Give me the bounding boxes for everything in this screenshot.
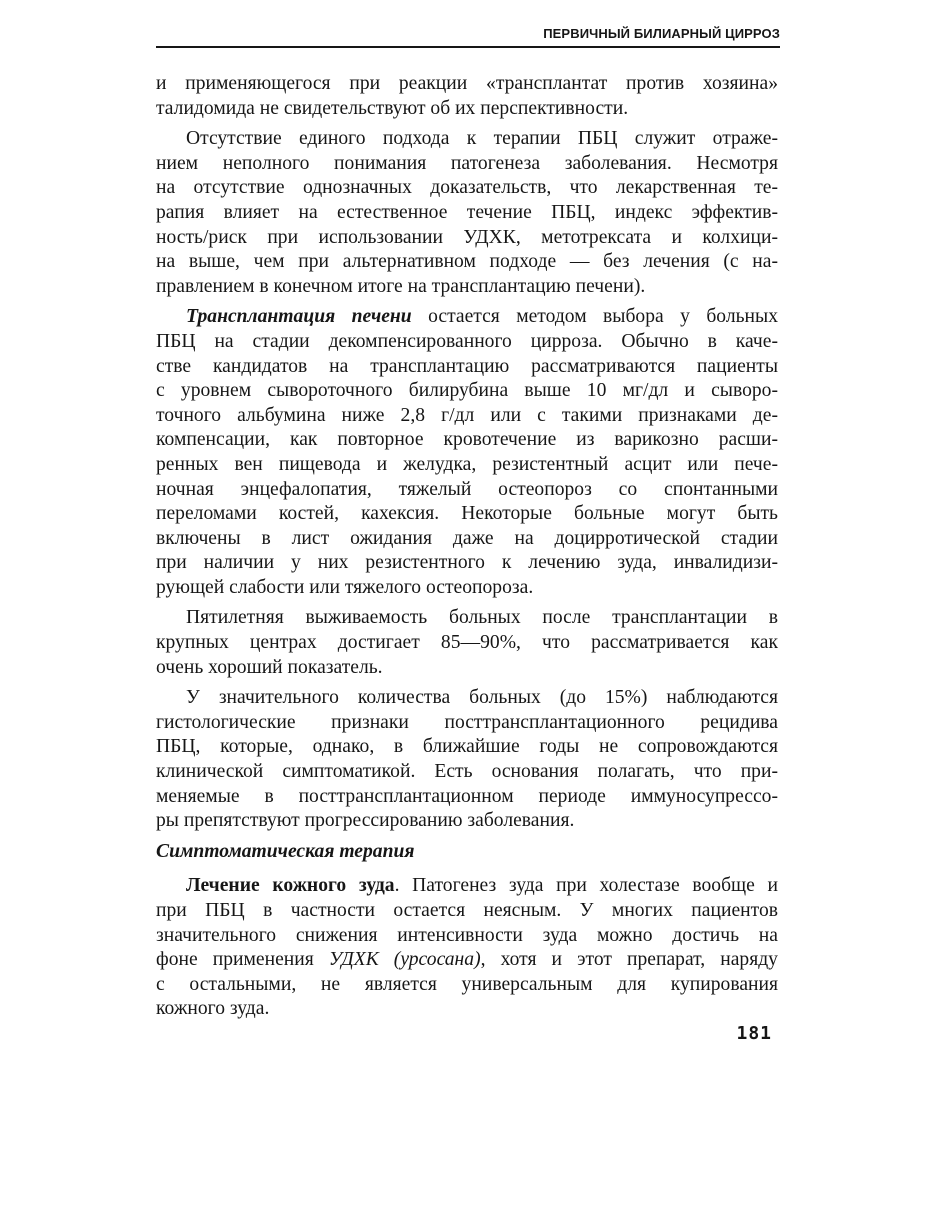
text-line: рапия влияет на естественное течение ПБЦ, индекс эффектив-: [156, 201, 778, 223]
text-line: рующей слабости или тяжелого остеопороза.: [156, 576, 534, 598]
text-line: нием неполного понимания патогенеза заболевания. Несмотря: [156, 152, 778, 174]
text-line: ПБЦ на стадии декомпенсированного цирроза. Обычно в каче-: [156, 330, 778, 352]
paragraph-1: [156, 72, 778, 121]
text-line: [156, 305, 778, 330]
text-line: правлением в конечном итоге на трансплантацию печени).: [156, 275, 646, 297]
text-line: талидомида не свидетельствуют об их перспективности.: [156, 97, 629, 119]
text-line: на отсутствие однозначных доказательств, что лекарственная те-: [156, 177, 778, 199]
text-run: , хотя и этот препарат, наряду: [480, 949, 778, 971]
text-line: крупных центрах достигает 85—90%, что рассматривается как: [156, 632, 778, 654]
text-line: компенсации, как повторное кровотечение из варикозно расши-: [156, 429, 778, 451]
text-line: гистологические признаки посттрансплантационного рецидива: [156, 711, 778, 733]
text-line: с остальными, не является универсальным для купирования: [156, 973, 778, 995]
text-line: значительного снижения интенсивности зуда можно достичь на: [156, 924, 778, 946]
running-header: ПЕРВИЧНЫЙ БИЛИАРНЫЙ ЦИРРОЗ: [543, 26, 780, 41]
paragraph-3: [156, 305, 778, 600]
paragraph-6: [156, 874, 778, 1022]
text-run: . Патогенез зуда при холестазе вообще и: [394, 875, 778, 897]
text-line: при наличии у них резистентного к лечению зуда, инвалидизи-: [156, 552, 778, 574]
header-rule: [156, 46, 780, 48]
body-text: [156, 72, 778, 1028]
text-line: Пятилетняя выживаемость больных после трансплантации в: [186, 607, 778, 629]
text-line: ночная энцефалопатия, тяжелый остеопороз со спонтанными: [156, 478, 778, 500]
text-line: точного альбумина ниже 2,8 г/дл или с такими признаками де-: [156, 404, 778, 426]
text-line: включены в лист ожидания даже на доцирротической стадии: [156, 527, 778, 549]
text-line: У значительного количества больных (до 15%) наблюдаются: [186, 687, 778, 709]
text-line: [156, 948, 778, 973]
text-line: кожного зуда.: [156, 998, 270, 1020]
text-line: стве кандидатов на трансплантацию рассматриваются пациенты: [156, 355, 778, 377]
text-line: ры препятствуют прогрессированию заболевания.: [156, 810, 575, 832]
page-number: 181: [736, 1023, 772, 1044]
text-line: на выше, чем при альтернативном подходе — без лечения (с на-: [156, 251, 778, 273]
text-line: при ПБЦ в частности остается неясным. У многих пациентов: [156, 900, 778, 921]
text-line: и применяющегося при реакции «трансплантат против хозяина»: [156, 73, 778, 94]
text-line: переломами костей, кахексия. Некоторые больные могут быть: [156, 503, 778, 525]
text-line: [156, 874, 778, 899]
text-line: с уровнем сывороточного билирубина выше 10 мг/дл и сыворо-: [156, 380, 778, 402]
text-line: клинической симптоматикой. Есть основания полагать, что при-: [156, 761, 778, 783]
text-line: очень хороший показатель.: [156, 656, 383, 678]
text-run: фоне применения: [156, 949, 329, 971]
section-subheading: Симптоматическая терапия: [156, 840, 415, 862]
text-line: ПБЦ, которые, однако, в ближайшие годы не сопровождаются: [156, 736, 778, 758]
paragraph-4: [156, 606, 778, 680]
text-run: остается методом выбора у больных: [411, 306, 778, 328]
paragraph-5: [156, 686, 778, 834]
run-in-title: Трансплантация печени: [186, 306, 412, 328]
text-line: ренных вен пищевода и желудка, резистентный асцит или пече-: [156, 453, 778, 475]
text-line: ность/риск при использовании УДХК, метотрексата и колхици-: [156, 226, 778, 248]
paragraph-2: [156, 127, 778, 299]
drug-name: УДХК (урсосана): [328, 949, 481, 971]
text-line: меняемые в посттрансплантационном периоде иммуносупрессо-: [156, 785, 778, 807]
run-in-title: Лечение кожного зуда: [186, 875, 395, 897]
text-line: Отсутствие единого подхода к терапии ПБЦ служит отраже-: [186, 128, 778, 150]
